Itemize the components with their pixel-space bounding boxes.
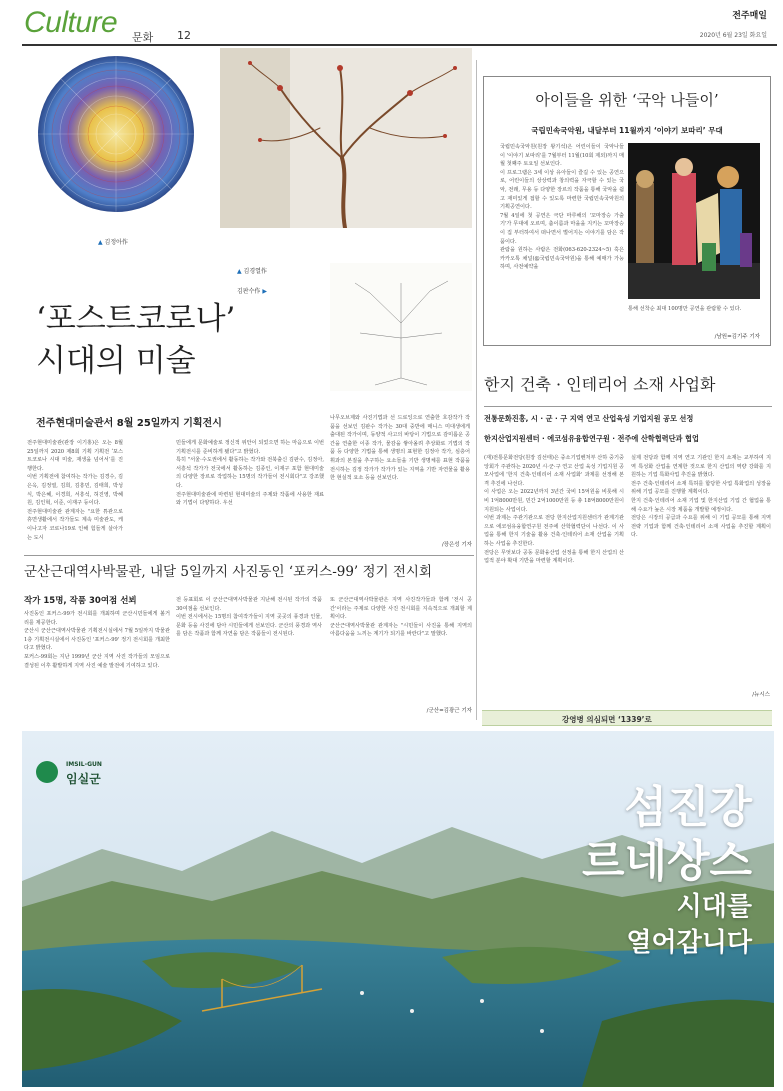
notice-strip-text: 강영병 의심되면 ‘1339’로 — [562, 715, 652, 724]
paper-name: 전주매일 — [732, 11, 767, 21]
caption-artwork-2: ▲ 김경열作 — [237, 268, 267, 275]
imsil-brand-ko: 임실군 — [66, 772, 101, 786]
notice-strip — [482, 710, 772, 726]
gukak-photo-caption: 통해 선착순 최대 100명만 공연을 관람할 수 있다. — [628, 306, 742, 312]
hanji-subhead-2: 한지산업지원센터 · 에코섬유융합연구원 · 전주에 산학협력단과 협업 — [484, 434, 699, 443]
artwork-image-circular — [24, 48, 214, 216]
section-title-ko: 문화 — [132, 31, 154, 44]
gunsan-headline: 군산근대역사박물관, 내달 5일까지 사진동인 ‘포커스-99’ 정기 전시회 — [24, 564, 433, 580]
gunsan-subhead: 작가 15명, 작품 30여점 선뵈 — [24, 596, 137, 606]
hanji-headline: 한지 건축 · 인테리어 소재 사업화 — [484, 375, 716, 394]
gukak-subtitle: 국립민속국악원, 내달부터 11월까지 ‘이야기 보따리’ 무대 — [531, 126, 723, 135]
gunsan-body-col2: 전 등표회로 이 군산근대역사박물관 지난해 전시된 작가의 작품 30여점을 선보인다. 이번 전시에서는 15명의 참여작가들이 지역 곳곳의 풍경과 인물, 문화 등을 사진에 담아 시민들에게 선보인다. 군산의 풍경과 역사를 담은 작품과 함께 자연을 담은 작품들이 전시된다. — [176, 597, 322, 638]
gukak-title: 아이들을 위한 ‘국악 나들이’ — [535, 91, 719, 109]
ad-slogan-line4: 열어갑니다 — [626, 928, 752, 958]
caption-marker-icon: ▲ — [237, 268, 242, 275]
hanji-byline: /뉴시스 — [752, 692, 770, 698]
page-number: 12 — [177, 29, 191, 42]
header-rule — [22, 44, 777, 46]
section-title-en: Culture — [24, 6, 118, 39]
imsil-emblem-icon — [36, 761, 58, 783]
art-headline-line1: ‘포스트코로나’ — [36, 301, 236, 337]
caption-artwork-1: ▲ 김정아作 — [98, 239, 128, 246]
gunsan-body-col1: 사진동인 포커스-99가 전시회를 개최하며 군산시민들에게 볼거리를 제공한다. 군산시 군산근대역사박물관 기획전시실에서 7월 5일까지 박물관 1층 기획전시실에서 사진동인 '포커스-99' 정기 전시회를 개최한다고 밝혔다. 포커스-99회는 지난 1999년 군산 지역 사진 작가들의 모임으로 결성된 이후 활발하게 지역 사진 예술 발전에 기여하고 있다. — [24, 611, 170, 669]
caption-artwork-3: 김판수作 ▶ — [237, 288, 267, 295]
issue-date: 2020년 6월 23일 화요일 — [699, 32, 767, 39]
gukak-box — [483, 76, 771, 346]
imsil-advertisement — [22, 731, 774, 1087]
ad-slogan-line2: 르네상스 — [581, 836, 752, 887]
ad-slogan — [582, 781, 752, 961]
ad-slogan-line1: 섬진강 — [624, 782, 752, 833]
caption-arrow-icon: ▶ — [262, 288, 267, 295]
art-headline — [36, 298, 235, 382]
ad-slogan-line3: 시대를 — [676, 892, 752, 922]
page-header — [0, 0, 783, 48]
art-body-col3: 나무오브제와 사진기법과 선 드로잉으로 연출한 호감작가 작품을 선보인 김판수 작가는 30대 중반에 매니스 미대생에게 출대된 작가이며, 동양적 사고의 바탕이 기법으로 감미롭운 공간을 연출한 이종 작가, 물감을 쌓아올려 추상화로 기법의 작품 등 다양한 기법을 통해 생명의 표현한 김정아 작가, 심층어휘과의 본질을 추구하는 요소들을 기반 생명체를 표현 작품을 전시하는 김정 작가가 작가가 있는 지역을 기반 자연물을 활용한 현실적 요소 등을 선보인다. — [330, 415, 470, 482]
art-body-col2: 민들에게 문화예술로 정신적 위안이 되었으면 하는 마음으로 이번 기획전시를 준비하게 됐다"고 밝혔다. 특히 "서울·수도권에서 활동하는 작가와 전북출신 김판수, 김정아, 서흥석 작가가 전국에서 활동하는 김종인, 이재구 포함 현대미술의 다양한 장르로 작업하는 15명의 작가들이 전시회다"고 강조했다. 전주현대미술관에 마련된 현대미술의 주제와 작품에 사용한 재료와 기법이 다양하다. 우선 — [176, 440, 324, 507]
column-divider — [476, 60, 477, 720]
artwork-image-tree — [220, 48, 472, 228]
art-gunsan-divider — [24, 555, 474, 556]
gukak-body: 국립민속국악원(원장 왕기석)은 어린이들이 국악나들이 '이야기 보따리'를 7월부터 11월(10회 제외)까지 매월 첫째주 토요일 선보인다. 이 프로그램은 3세 이상 유아들이 즐길 수 있는 공연으로, 어린이들의 상상력과 창의력을 자극할 수 있는 국악, 전래, 무용 등 다양한 장르의 작품을 통해 국악을 쉽고 재미있게 접할 수 있도록 마련한 국립민속국악원의 기획공연이다. 7월 4일에 첫 공연은 극단 마루해의 '꼬마장승 가출기'가 무대에 오르며, 춤이름과 마을을 지키는 꼬마장승이 집 부터하여서 떠나면서 벌어지는 이야기를 담은 작품이다. 관람을 원하는 사람은 전화(063-620-2324~5) 혹은 카카오톡 채널(@국립민속국악원)을 통해 예매가 가능하며, 사전예약을 — [500, 144, 624, 271]
gukak-byline: /남원=김기주 기자 — [714, 334, 760, 340]
hanji-body-col1: (재)전통문화전당(원장 김선태)은 중소기업벤처부 산하 중기중앙회가 주관하는 2020년 시·군·구 연고 산업 육성 기업지원 공모사업에 '한지 건축·인테리어 소재 사업화' 과제를 선정해 본격 추진에 나선다. 이 사업은 오는 2022년까지 3년간 국비 15억원을 비롯해 시비 1억8000만원, 민간 2억1000만원 등 총 18억8000만원이 지원되는 사업이다. 이번 과제는 주관기관으로 전당 한지산업지원센터가 관계기관으로 에코섬유융합연구원 전주에 산학협력단이 나선다. 이 사업을 통해 한지 기술을 활용 건축·인테리어 소재 산업을 기획하는 사업을 추진한다. 전당은 무엇보다 공동 문화융산업 선정을 통해 한지 산업의 산업적 분야 확대 기반을 마련할 계획이다. — [484, 455, 624, 565]
gukak-photo — [628, 143, 760, 299]
artwork-image-drawing — [330, 263, 472, 391]
art-subhead: 전주현대미술관서 8월 25일까지 기획전시 — [36, 418, 222, 429]
imsil-brand-en: IMSIL-GUN — [66, 761, 102, 768]
art-byline: /장은성 기자 — [441, 542, 472, 548]
hanji-headline-rule — [484, 406, 772, 407]
caption-marker-icon: ▲ — [98, 239, 103, 246]
hanji-body-col2: 실제 전당과 함께 지역 연고 기관인 한지 소재는 교부하여 지역 특성화 산업을 연계한 것으로 한지 산업의 역량 강화를 지원하는 기업 특화사업 추진을 밝혔다. 전주 건축·인테리어 소재 특허를 합당한 사업 특화업의 성장을 위해 기업 공모를 진행할 계획이다. 한지 건축·인테리어 소재 기업 및 한지산업 기업 간 협업을 통해 수요가 높은 시장 제품을 개발할 예정이다. 전당은 시장의 공급과 수요를 위해 이 기업 공모를 통해 지역전략 기업과 함께 건축·인테리어 소재 사업을 추진할 계획이다. — [631, 455, 771, 539]
gunsan-body-col3: 또 군산근대역사박물관은 지역 사진작가들과 함께 '전시 공간'이라는 주제로 다양한 사진 전시회를 지속적으로 개최할 계획이다. 군산근대역사박물관 관계자는 "시민들이 사진을 통해 지역의 아름다움을 느끼는 계기가 되기를 바란다"고 말했다. — [330, 597, 472, 638]
art-headline-line2: 시대의 미술 — [36, 343, 196, 379]
art-body-col1: 전주현대미술관(관장 이기홍)은 오는 8월 25일까지 2020 제8회 기획 기획전 ‘포스트코로나 시대 미술, 재생을 넘어서’를 진행한다. 이번 기획전에 참여하는 작가는 김경수, 김은옥, 김정열, 김희, 김흥민, 김태희, 박성식, 박은혜, 이경희, 서흥석, 허진영, 박혜원, 김인혁, 이준, 이재구 등이다. 전주현대미술관 관계자는 "요한 튜관으로 휴면생활에서 작가들도 계속 미술관도, 케이나고자 코로나19로 인해 힘들게 살아가는 도시 — [27, 440, 123, 541]
gunsan-byline: /군산=김광근 기자 — [426, 708, 472, 714]
hanji-subhead-1: 전통문화진흥, 시 · 군 · 구 지역 연고 산업육성 기업지원 공모 선정 — [484, 414, 694, 423]
